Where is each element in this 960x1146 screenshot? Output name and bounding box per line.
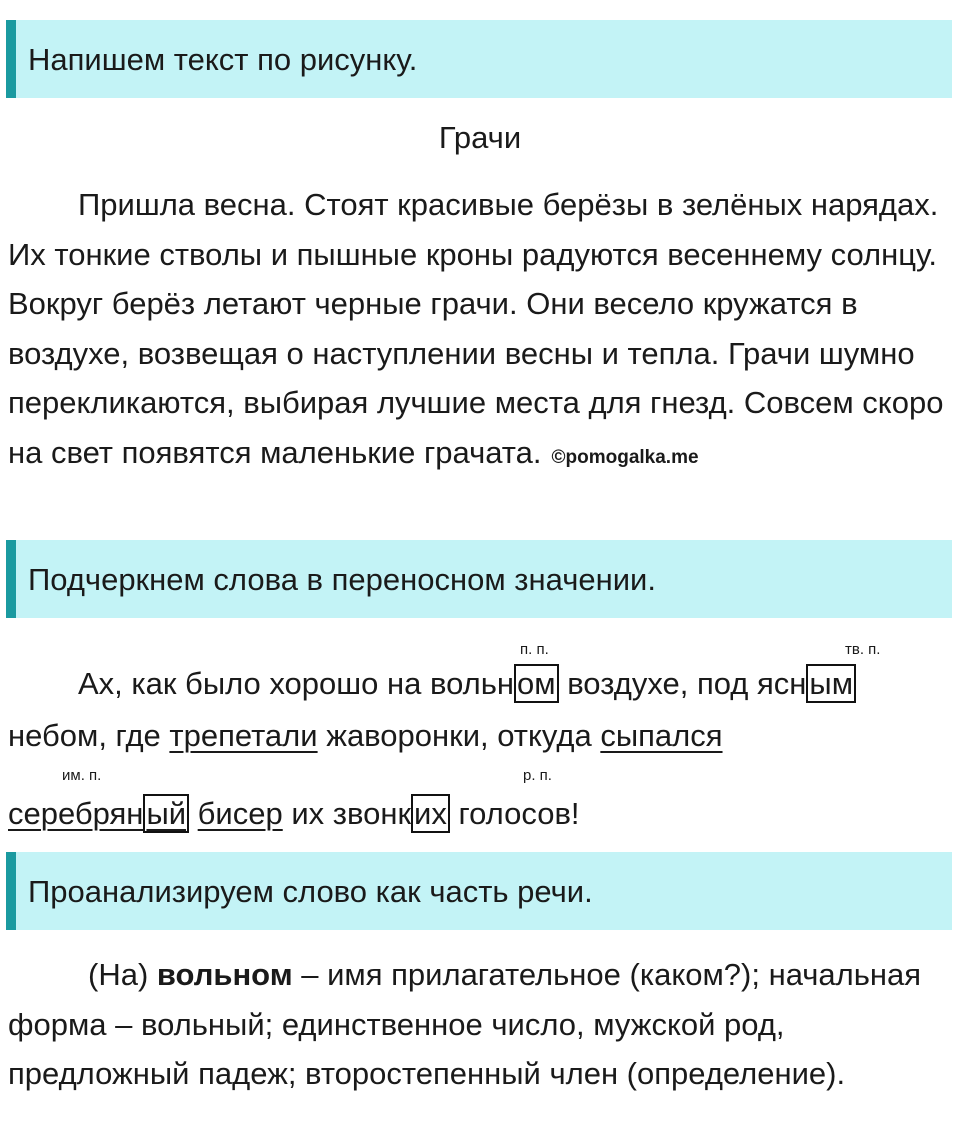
watermark: ©pomogalka.me [551,446,699,468]
story-text: Пришла весна. Стоят красивые берёзы в зелёных нарядах. Их тонкие стволы и пышные кроны радуются весеннему солнцу. Вокруг берёз летают черные грачи. Они весело кружатся в воздухе, возвещая о наступлении весны и тепла. Грачи шумно перекликаются, выбирая лучшие места для гнезд. Совсем скоро на свет появятся маленькие грачата. [8,187,944,470]
ending-box: их [411,794,450,833]
text-fragment: н [789,666,807,701]
ending-box: ый [143,794,189,833]
text-fragment: небом, где [8,718,170,753]
underlined-word: сыпался [600,718,723,753]
case-note-pp: п. п. [520,641,549,658]
text-fragment: воздухе, под яс [558,666,790,701]
banner-label: Проанализируем слово как часть речи. [28,873,593,909]
section-banner-underline [6,540,952,618]
banner-label: Напишем текст по рисунку. [28,41,418,77]
analysis-text: – имя прилагательное (каком?); начальная форма – вольный; единственное число, мужской род, предложный падеж; второстепенный член (определение). [8,957,922,1091]
text-fragment: (На) [88,957,157,992]
story-paragraph [8,180,953,482]
analysis-paragraph [8,950,953,1099]
text-fragment: жаворонки, откуда [317,718,601,753]
ending-box: ым [806,664,856,703]
section-banner-write-text [6,20,952,98]
exercise-line-2 [8,716,723,756]
text-fragment: н [496,666,515,701]
case-note-rp: р. п. [523,767,552,784]
ending-box: ом [514,664,559,703]
text-fragment: Ах, как было хорошо на воль [78,666,497,701]
analyzed-word: вольном [156,957,293,992]
exercise-line-3 [8,794,580,834]
word-stem: серебрян [8,796,144,831]
underlined-word: трепетали [169,718,318,753]
underlined-word: бисер [197,796,283,831]
banner-label: Подчеркнем слова в переносном значении. [28,561,656,597]
section-banner-analysis [6,852,952,930]
space [189,796,198,831]
case-note-imp: им. п. [62,767,102,784]
case-note-tvp: тв. п. [845,641,881,658]
underlined-word [8,794,189,833]
text-fragment: голосов! [449,796,580,831]
story-title: Грачи [438,120,522,155]
text-fragment: их звонк [282,796,412,831]
exercise-line-1 [8,664,856,704]
